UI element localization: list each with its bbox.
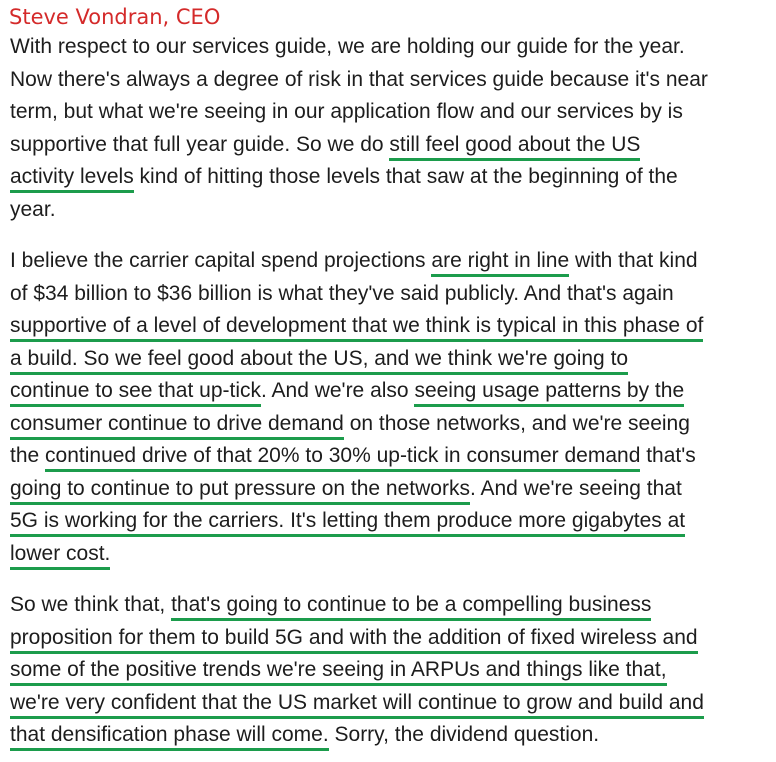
- transcript-line: [10, 279, 674, 309]
- transcript-line: [10, 506, 685, 537]
- text-segment: on those networks, and we're seeing: [343, 411, 690, 435]
- transcript-line: [10, 130, 640, 161]
- transcript-line: [10, 65, 708, 95]
- highlighted-phrase: a build. So we feel good about the US, and we think we're going to: [10, 347, 628, 375]
- text-segment: of $34 billion to $36 billion is what they've said publicly. And that's again: [10, 281, 674, 305]
- text-segment: that's: [640, 444, 696, 467]
- transcript-line: [10, 623, 698, 654]
- transcript-line: [10, 688, 704, 719]
- transcript-line: [10, 162, 678, 193]
- transcript-line: [10, 474, 682, 505]
- highlighted-phrase: that's going to continue to be a compelling business: [171, 593, 651, 621]
- highlighted-phrase: we're very confident that the US market will continue to grow and build and: [10, 691, 704, 719]
- highlighted-phrase: proposition for them to build 5G and with the addition of fixed wireless and: [10, 626, 698, 654]
- highlighted-phrase: some of the positive trends we're seeing in ARPUs and things like that,: [10, 658, 667, 686]
- text-segment: the: [10, 444, 46, 467]
- speaker-name: Steve Vondran, CEO: [9, 5, 221, 29]
- text-segment: year.: [10, 197, 56, 221]
- transcript-line: [10, 97, 683, 127]
- text-segment: With respect to our services guide, we are holding our guide for the year.: [10, 35, 685, 58]
- transcript-line: [10, 344, 628, 375]
- highlighted-phrase: still feel good about the US: [389, 133, 640, 161]
- highlighted-phrase: are right in line: [431, 249, 569, 277]
- transcript-line: [10, 441, 696, 472]
- transcript-line: [10, 32, 685, 62]
- transcript-line: [10, 720, 599, 751]
- highlighted-phrase: continue to see that up-tick: [10, 379, 261, 407]
- highlighted-phrase: supportive of a level of development that we think is typical in this phase of: [10, 314, 703, 342]
- highlighted-phrase: going to continue to put pressure on the networks: [10, 477, 470, 505]
- highlighted-phrase: 5G is working for the carriers. It's letting them produce more gigabytes at: [10, 509, 685, 537]
- transcript-line: [10, 246, 698, 277]
- highlighted-phrase: that densification phase will come.: [10, 723, 329, 751]
- transcript-line: [10, 195, 56, 225]
- transcript-line: [10, 590, 651, 621]
- transcript-line: [10, 311, 703, 342]
- highlighted-phrase: activity levels: [10, 165, 134, 193]
- transcript-line: [10, 539, 110, 570]
- transcript-line: [10, 655, 667, 686]
- highlighted-phrase: lower cost.: [10, 542, 110, 570]
- text-segment: . And we're also: [261, 379, 415, 402]
- highlighted-phrase: consumer continue to drive demand: [10, 412, 344, 440]
- text-segment: term, but what we're seeing in our application flow and our services by is: [10, 100, 683, 123]
- text-segment: kind of hitting those levels that saw at the beginning of the: [133, 165, 678, 188]
- text-segment: I believe the carrier capital spend projections: [10, 249, 432, 272]
- transcript-line: [10, 376, 684, 407]
- text-segment: . And we're seeing that: [469, 476, 682, 500]
- highlighted-phrase: seeing usage patterns by the: [414, 379, 684, 407]
- text-segment: Sorry, the dividend question.: [328, 723, 600, 746]
- text-segment: Now there's always a degree of risk in that services guide because it's near: [10, 67, 708, 91]
- highlighted-phrase: continued drive of that 20% to 30% up-tick in consumer demand: [45, 444, 640, 472]
- text-segment: with that kind: [569, 249, 698, 272]
- text-segment: supportive that full year guide. So we do: [10, 132, 390, 156]
- transcript-line: [10, 409, 690, 440]
- text-segment: So we think that,: [10, 593, 172, 616]
